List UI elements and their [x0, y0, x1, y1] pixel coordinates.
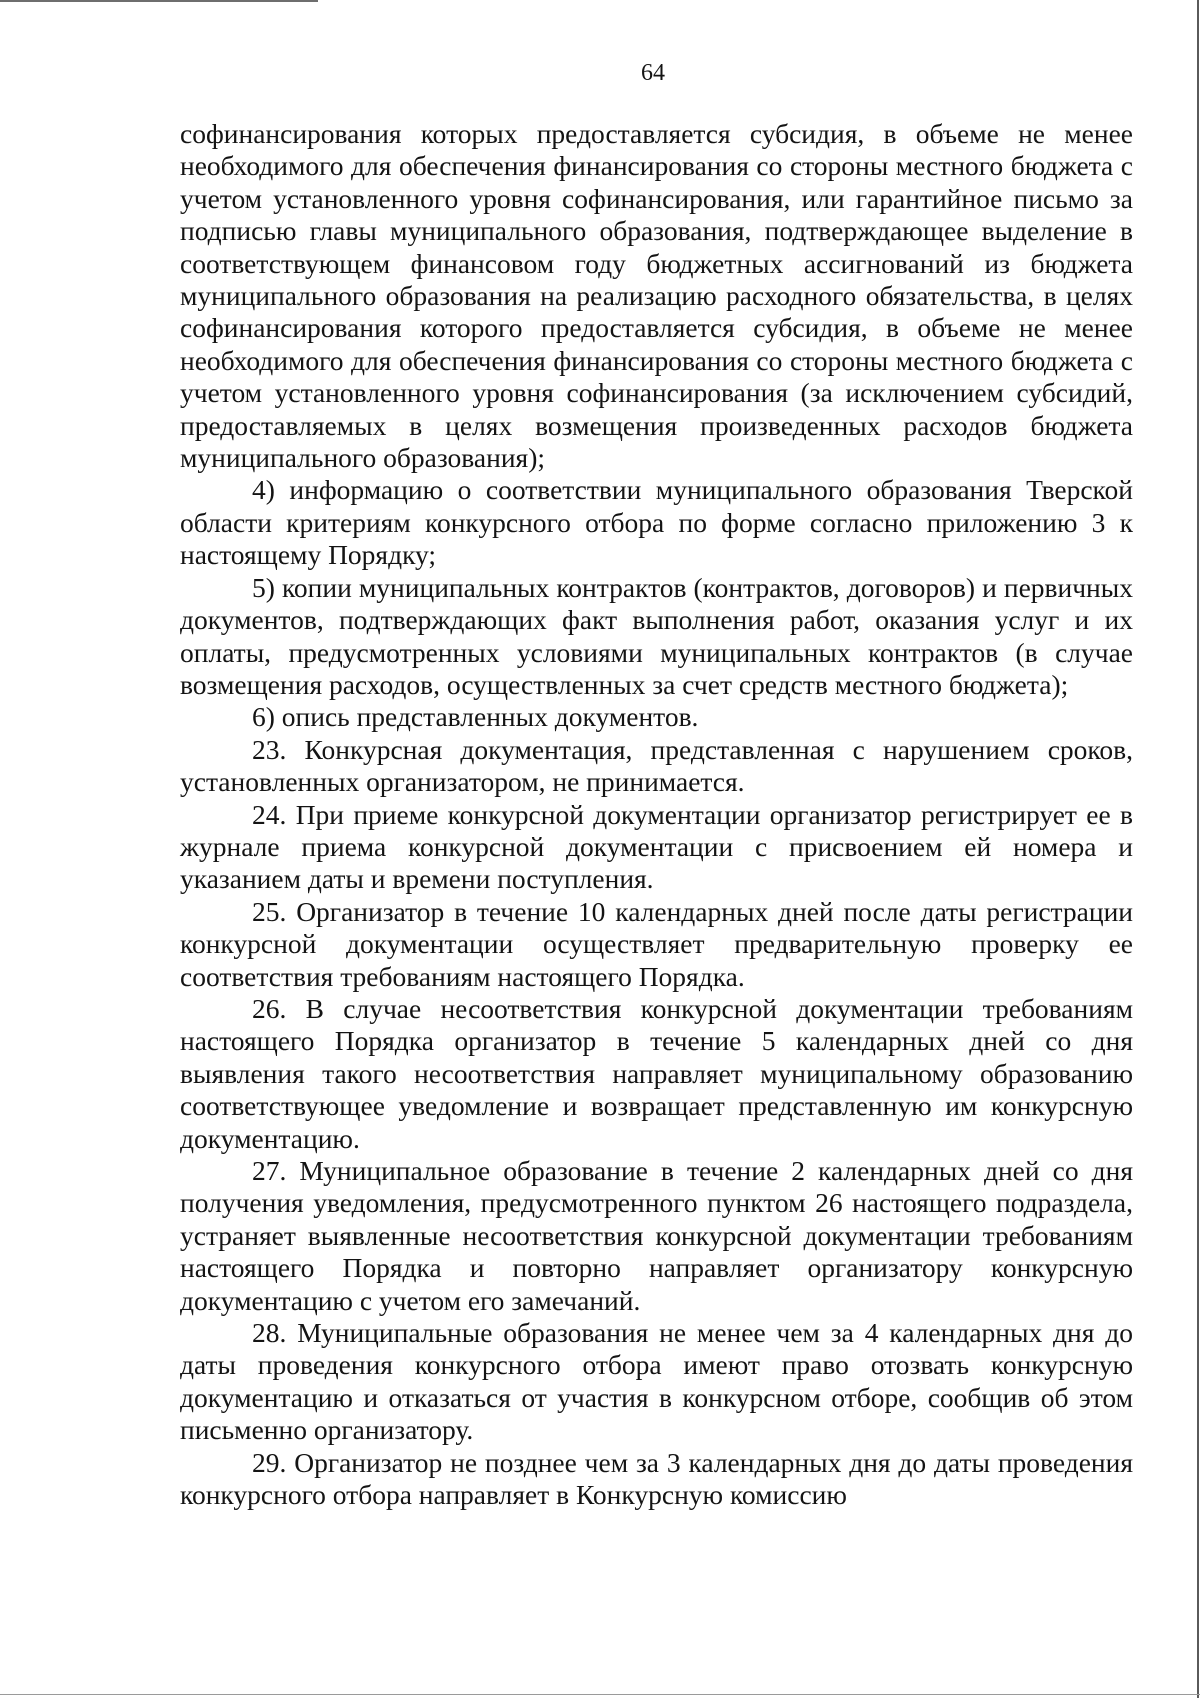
paragraph-item-5: 5) копии муниципальных контрактов (контрактов, договоров) и первичных документов, подтверждающих факт выполнения работ, оказания услуг и их оплаты, предусмотренных условиями муниципальных контрактов (в случае возмещения расходов, осуществленных за счет средств местного бюджета);: [180, 571, 1133, 700]
scan-edge-top: [0, 0, 318, 2]
paragraph-item-4: 4) информацию о соответствии муниципального образования Тверской области критериям конкурсного отбора по форме согласно приложению 3 к настоящему Порядку;: [180, 474, 1133, 571]
document-body: [180, 118, 1133, 1511]
paragraph-28: 28. Муниципальные образования не менее чем за 4 календарных дня до даты проведения конкурсного отбора имеют право отозвать конкурсную документацию и отказаться от участия в конкурсном отборе, сообщив об этом письменно организатору.: [180, 1317, 1133, 1446]
scan-edge-right: [1197, 0, 1199, 1698]
paragraph-item-6: 6) опись представленных документов.: [252, 701, 699, 733]
scan-edge-bottom: [0, 1694, 1200, 1695]
page-number: 64: [641, 60, 665, 86]
paragraph-27: 27. Муниципальное образование в течение 2 календарных дней со дня получения уведомления, предусмотренного пунктом 26 настоящего подраздела, устраняет выявленные несоответствия конкурсной документации требованиям настоящего Порядка и повторно направляет организатору конкурсную документацию с учетом его замечаний.: [180, 1155, 1133, 1316]
paragraph-23: 23. Конкурсная документация, представленная с нарушением сроков, установленных организатором, не принимается.: [180, 733, 1133, 798]
paragraph-continuation: софинансирования которых предоставляется субсидия, в объеме не менее необходимого для обеспечения финансирования со стороны местного бюджета с учетом установленного уровня софинансирования, или гарантийное письмо за подписью главы муниципального образования, подтверждающее выделение в соответствующем финансовом году бюджетных ассигнований из бюджета муниципального образования на реализацию расходного обязательства, в целях софинансирования которого предоставляется субсидия, в объеме не менее необходимого для обеспечения финансирования со стороны местного бюджета с учетом установленного уровня софинансирования (за исключением субсидий, предоставляемых в целях возмещения произведенных расходов бюджета муниципального образования);: [180, 118, 1133, 474]
paragraph-29: 29. Организатор не позднее чем за 3 календарных дня до даты проведения конкурсного отбора направляет в Конкурсную комиссию: [180, 1446, 1133, 1511]
paragraph-26: 26. В случае несоответствия конкурсной документации требованиям настоящего Порядка организатор в течение 5 календарных дней со дня выявления такого несоответствия направляет муниципальному образованию соответствующее уведомление и возвращает представленную им конкурсную документацию.: [180, 992, 1133, 1154]
paragraph-24: 24. При приеме конкурсной документации организатор регистрирует ее в журнале приема конкурсной документации с присвоением ей номера и указанием даты и времени поступления.: [180, 798, 1133, 895]
paragraph-25: 25. Организатор в течение 10 календарных дней после даты регистрации конкурсной документации осуществляет предварительную проверку ее соответствия требованиям настоящего Порядка.: [180, 895, 1133, 992]
